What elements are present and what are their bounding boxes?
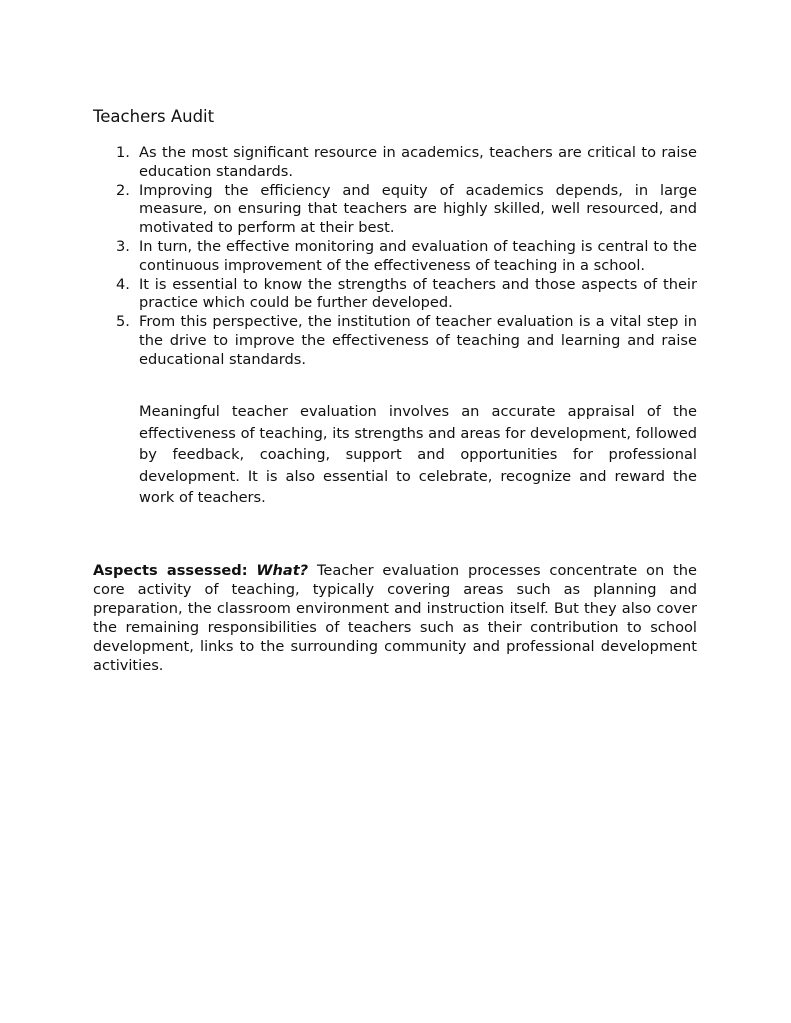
evaluation-paragraph: Meaningful teacher evaluation involves an accurate appraisal of the effectiveness of teaching, its strengths and areas for development, followed by feedback, coaching, support and opportunities for professional development. It is also essential to celebrate, recognize and reward the work of teachers. (139, 403, 697, 507)
aspects-label: Aspects assessed: (93, 562, 248, 579)
list-item (93, 276, 697, 314)
list-item (93, 182, 697, 238)
list-item-text: It is essential to know the strengths of teachers and those aspects of their practice which could be further developed. (139, 275, 697, 312)
list-item (93, 238, 697, 276)
list-item-number: 2. (116, 181, 130, 199)
numbered-list (93, 144, 697, 370)
list-item-text: From this perspective, the institution of teacher evaluation is a vital step in the drive to improve the effectiveness of teaching and learning and raise educational standards. (139, 313, 697, 368)
list-item (93, 313, 697, 369)
list-item-number: 4. (116, 275, 130, 293)
list-item-text: Improving the efficiency and equity of academics depends, in large measure, on ensuring that teachers are highly skilled, well resourced, and motivated to perform at their best. (139, 181, 697, 237)
aspects-text: Teacher evaluation processes concentrate on the core activity of teaching, typically covering areas such as planning and preparation, the classroom environment and instruction itself. But they also cover the remaining responsibilities of teachers such as their contribution to school development, links to the surrounding community and professional development activities. (93, 562, 697, 674)
list-item-text: In turn, the effective monitoring and evaluation of teaching is central to the continuous improvement of the effectiveness of teaching in a school. (139, 237, 697, 274)
list-item-text: As the most significant resource in academics, teachers are critical to raise education standards. (139, 144, 697, 180)
list-item-number: 3. (116, 237, 130, 255)
page-title: Teachers Audit (93, 107, 215, 126)
aspects-emphasis: What? (256, 562, 309, 579)
list-item (93, 144, 697, 182)
aspects-paragraph (93, 561, 697, 675)
list-item-number: 1. (116, 144, 130, 161)
list-item-number: 5. (116, 313, 130, 331)
